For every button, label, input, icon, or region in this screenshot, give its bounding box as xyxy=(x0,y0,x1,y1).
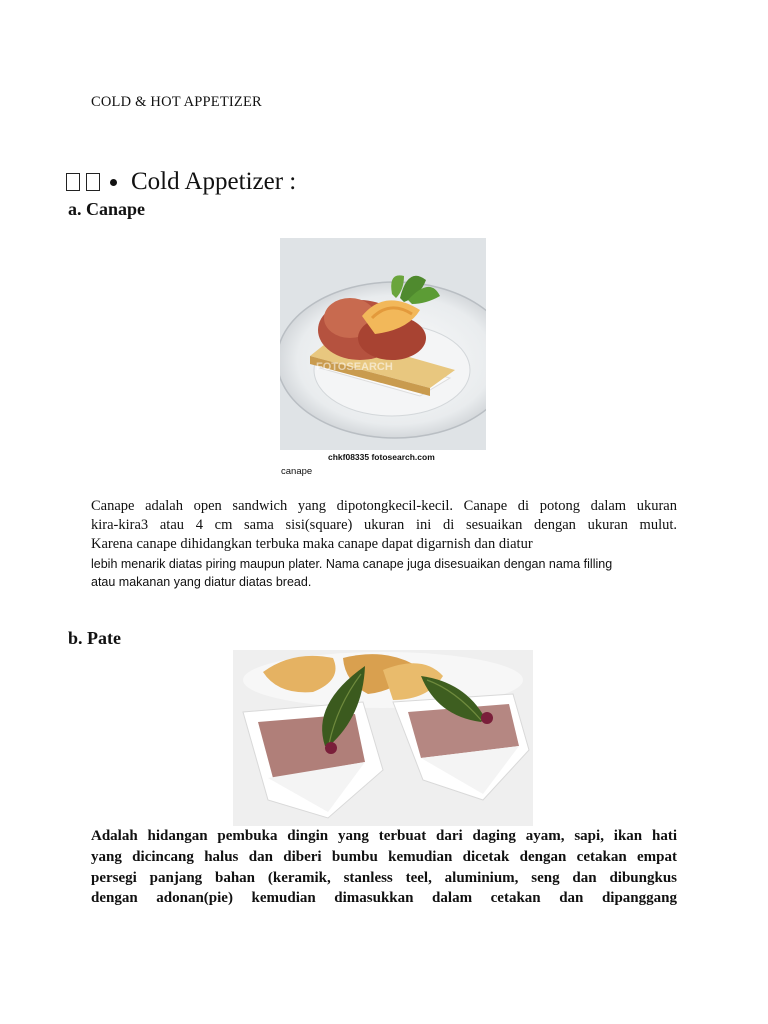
pate-paragraph-line: yang dicincang halus dan diberi bumbu kemudian dicetak dengan cetakan empat xyxy=(91,849,677,865)
canape-paragraph-line: atau makanan yang diatur diatas bread. xyxy=(91,575,312,589)
bullet-icon xyxy=(110,179,117,186)
svg-text:FOTOSEARCH: FOTOSEARCH xyxy=(316,361,393,373)
canape-paragraph-line: kira-kira3 atau 4 cm sama sisi(square) ukuran ini di sesuaikan dengan ukuran mulut. xyxy=(91,517,677,533)
section-heading-text: Cold Appetizer : xyxy=(131,168,297,195)
pate-paragraph-line: dengan adonan(pie) kemudian dimasukkan dalam cetakan dan dipanggang xyxy=(91,890,677,906)
canape-photo-illustration xyxy=(280,238,486,450)
pate-photo-illustration xyxy=(233,650,533,826)
document-title: COLD & HOT APPETIZER xyxy=(91,94,262,110)
pate-heading: b. Pate xyxy=(68,628,121,648)
pate-paragraph-line: persegi panjang bahan (keramik, stanless teel, aluminium, seng dan dibungkus xyxy=(91,870,677,886)
pate-paragraph-line: Adalah hidangan pembuka dingin yang terbuat dari daging ayam, sapi, ikan hati xyxy=(91,828,677,844)
canape-paragraph-line: Karena canape dihidangkan terbuka maka canape dapat digarnish dan diatur xyxy=(91,536,533,552)
missing-glyph-box-icon xyxy=(66,173,80,191)
canape-caption: canape xyxy=(281,466,313,477)
canape-photo xyxy=(280,238,486,450)
missing-glyph-box-icon xyxy=(86,173,100,191)
canape-heading: a. Canape xyxy=(68,199,146,219)
pate-photo xyxy=(233,650,533,826)
canape-paragraph-line: lebih menarik diatas piring maupun plater. Nama canape juga disesuaikan dengan nama filling xyxy=(91,557,613,571)
canape-paragraph-line: Canape adalah open sandwich yang dipotongkecil-kecil. Canape di potong dalam ukuran xyxy=(91,498,677,514)
section-heading-cold-appetizer xyxy=(66,168,296,196)
photo-credit: chkf08335 fotosearch.com xyxy=(328,452,435,462)
